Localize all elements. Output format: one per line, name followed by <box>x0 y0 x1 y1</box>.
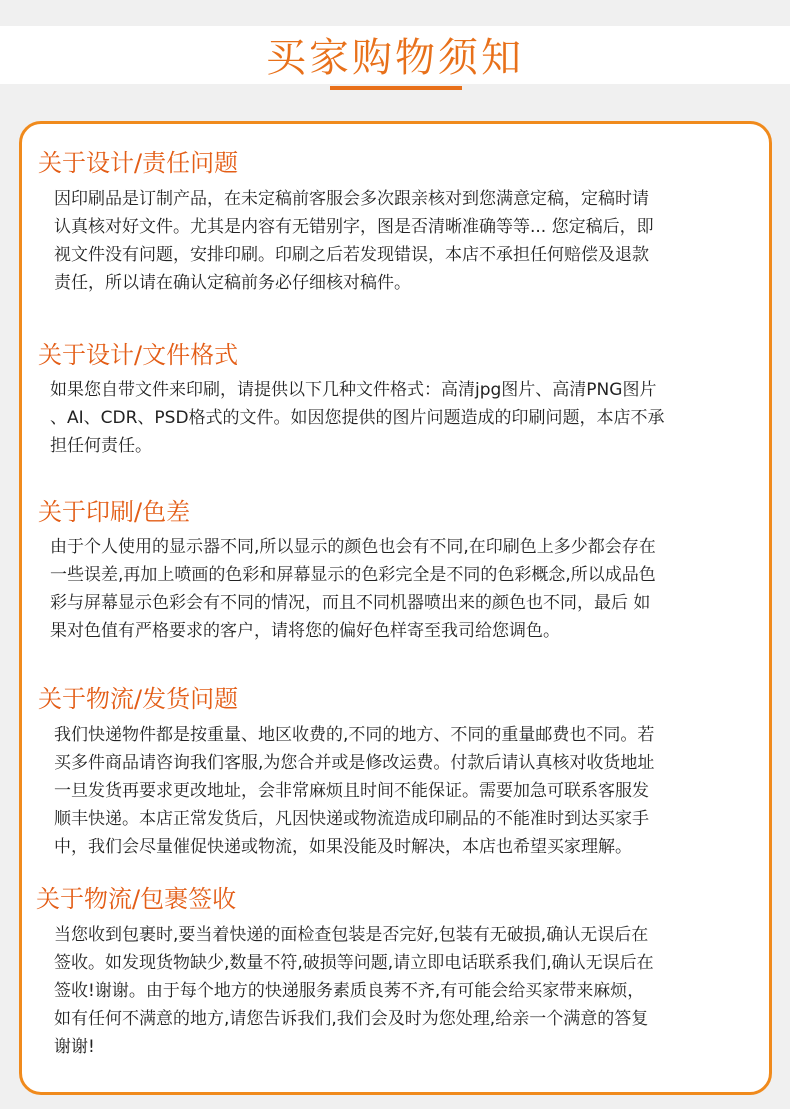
section-line: 签收。如发现货物缺少,数量不符,破损等问题,请立即电话联系我们,确认无误后在 <box>54 953 654 973</box>
section-line: 一些误差,再加上喷画的色彩和屏幕显示的色彩完全是不同的色彩概念,所以成品色 <box>50 565 656 585</box>
page-title: 买家购物须知 <box>266 35 524 81</box>
section-line: 谢谢! <box>54 1037 95 1057</box>
section-body-logistics-parcel-receipt <box>54 921 769 1061</box>
section-line: 、AI、CDR、PSD格式的文件。如因您提供的图片问题造成的印刷问题，本店不承 <box>50 408 665 428</box>
section-line: 我们快递物件都是按重量、地区收费的,不同的地方、不同的重量邮费也不同。若 <box>54 725 655 745</box>
section-line: 由于个人使用的显示器不同,所以显示的颜色也会有不同,在印刷色上多少都会存在 <box>50 537 656 557</box>
section-title-logistics-parcel-receipt: 关于物流/包裹签收 <box>36 885 237 913</box>
section-line: 中，我们会尽量催促快递或物流，如果没能及时解决，本店也希望买家理解。 <box>54 837 632 857</box>
section-body-design-file-format <box>50 376 765 460</box>
section-body-logistics-shipping <box>54 721 769 861</box>
section-line: 顺丰快递。本店正常发货后，凡因快递或物流造成印刷品的不能准时到达买家手 <box>54 809 649 829</box>
section-line: 视文件没有问题，安排印刷。印刷之后若发现错误，本店不承担任何赔偿及退款 <box>54 245 649 265</box>
section-line: 彩与屏幕显示色彩会有不同的情况，而且不同机器喷出来的颜色也不同，最后 如 <box>50 593 651 613</box>
section-title-logistics-shipping: 关于物流/发货问题 <box>38 685 239 713</box>
section-title-print-color-difference: 关于印刷/色差 <box>38 498 191 526</box>
section-line: 买多件商品请咨询我们客服,为您合并或是修改运费。付款后请认真核对收货地址 <box>54 753 655 773</box>
section-body-design-responsibility <box>54 185 769 297</box>
section-line: 果对色值有严格要求的客户，请将您的偏好色样寄至我司给您调色。 <box>50 621 560 641</box>
section-title-design-responsibility: 关于设计/责任问题 <box>38 149 239 177</box>
section-line: 因印刷品是订制产品，在未定稿前客服会多次跟亲核对到您满意定稿，定稿时请 <box>54 189 649 209</box>
section-body-print-color-difference <box>50 533 765 645</box>
section-line: 一旦发货再要求更改地址，会非常麻烦且时间不能保证。需要加急可联系客服发 <box>54 781 649 801</box>
section-line: 认真核对好文件。尤其是内容有无错别字，图是否清晰准确等等... 您定稿后，即 <box>54 217 654 237</box>
section-line: 责任，所以请在确认定稿前务必仔细核对稿件。 <box>54 273 411 293</box>
section-line: 签收!谢谢。由于每个地方的快递服务素质良莠不齐,有可能会给买家带来麻烦， <box>54 981 645 1001</box>
section-line: 担任何责任。 <box>50 436 152 456</box>
section-line: 当您收到包裹时,要当着快递的面检查包装是否完好,包装有无破损,确认无误后在 <box>54 925 649 945</box>
section-title-design-file-format: 关于设计/文件格式 <box>38 341 239 369</box>
section-line: 如有任何不满意的地方,请您告诉我们,我们会及时为您处理,给亲一个满意的答复 <box>54 1009 649 1029</box>
title-underline <box>330 86 462 90</box>
section-line: 如果您自带文件来印刷，请提供以下几种文件格式：高清jpg图片、高清PNG图片 <box>50 380 657 400</box>
